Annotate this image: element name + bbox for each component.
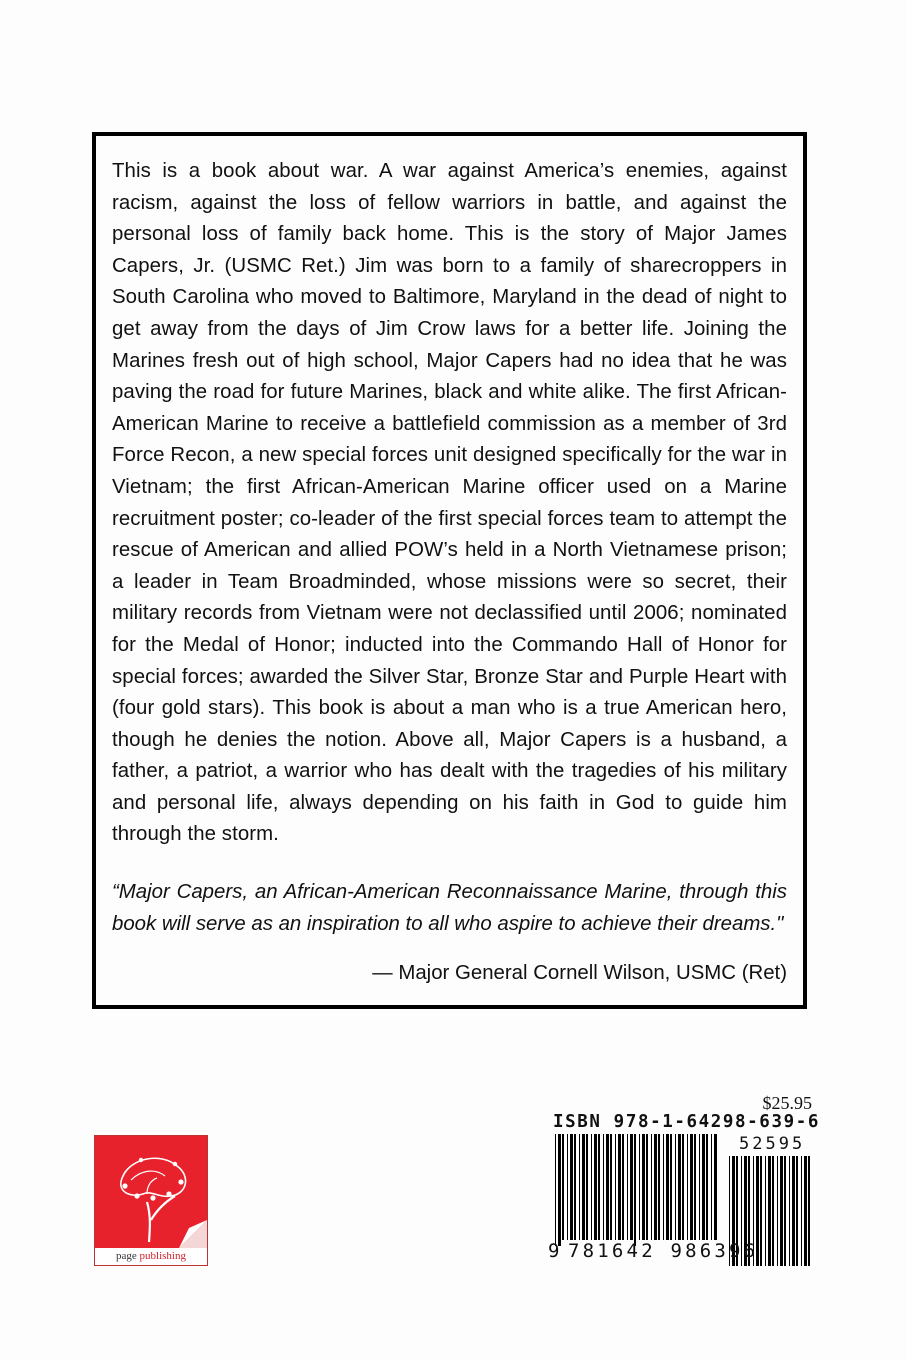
barcode-bar [618, 1134, 621, 1240]
barcode-bar [663, 1134, 664, 1240]
barcode-bar [642, 1134, 645, 1240]
barcode-bar [627, 1134, 628, 1240]
barcode-bar [675, 1134, 676, 1240]
barcode-bar [622, 1134, 624, 1240]
barcode-bar [801, 1156, 802, 1266]
barcode-bar [658, 1134, 660, 1240]
barcode-bar [586, 1134, 588, 1240]
barcode-bar [651, 1134, 652, 1240]
barcode-bar [687, 1134, 688, 1240]
isbn-label: ISBN 978-1-64298-639-6 [553, 1112, 820, 1132]
barcode-bar [768, 1156, 771, 1266]
barcode-bar [634, 1134, 636, 1246]
publisher-name-word1: page [116, 1250, 137, 1262]
publisher-name-word2: publishing [139, 1250, 186, 1262]
barcode-bar [594, 1134, 597, 1240]
barcode-bar [678, 1134, 681, 1240]
barcode-bar [804, 1156, 807, 1266]
ean-remaining-digits: 781642 986396 [568, 1240, 759, 1262]
publisher-logo [94, 1135, 208, 1266]
barcode-bar [711, 1134, 712, 1240]
barcode-bar [702, 1134, 705, 1240]
barcode-bar [606, 1134, 609, 1240]
barcode-bar [706, 1134, 708, 1240]
ean-first-digit: 9 [548, 1240, 560, 1262]
barcode-bar [666, 1134, 669, 1240]
barcode-bar [690, 1134, 693, 1240]
barcode-bar [555, 1134, 556, 1246]
barcode-bar [784, 1156, 786, 1266]
endorsement-quote: “Major Capers, an African-American Reconnaissance Marine, through this book will serve as an inspiration to all who aspire to achieve their dreams." [112, 881, 787, 935]
barcode-bar [760, 1156, 762, 1266]
barcode-bar [610, 1134, 612, 1240]
barcode-bar [682, 1134, 684, 1240]
barcode-bar [792, 1156, 795, 1266]
barcode-bar [582, 1134, 585, 1240]
barcode-bar [646, 1134, 648, 1240]
barcode-bar [699, 1134, 700, 1240]
endorsement-attribution: — Major General Cornell Wilson, USMC (Ret) [372, 962, 787, 985]
barcode-bar [574, 1134, 576, 1240]
barcode-bar [772, 1156, 774, 1266]
barcode-bar [603, 1134, 604, 1240]
tree-logo-icon [95, 1136, 207, 1248]
barcode-bar [639, 1134, 640, 1240]
addon-digits: 52595 [739, 1134, 806, 1154]
publisher-name [95, 1248, 207, 1265]
barcode-bar [570, 1134, 573, 1240]
description-box [92, 132, 807, 1009]
barcode-bar [567, 1134, 568, 1240]
barcode-bar [765, 1156, 766, 1266]
price-label: $25.95 [762, 1093, 812, 1113]
barcode-bar [777, 1156, 778, 1266]
barcode-bar [630, 1134, 633, 1240]
book-description: This is a book about war. A war against America’s enemies, against racism, against the loss of fellow warriors in battle, and against the personal loss of family back home. This is the story of Major James Capers, Jr. (USMC Ret.) Jim was born to a family of sharecroppers in South Carolina who moved to Baltimore, Maryland in the dead of night to get away from the days of Jim Crow laws for a better life. Joining the Marines fresh out of high school, Major Capers had no idea that he was paving the road for future Marines, black and white alike. The first African-American Marine to receive a battlefield commission as a member of 3rd Force Recon, a new special forces unit designed specifically for the war in Vietnam; the first African-American Marine officer used on a Marine recruitment poster; co-leader of the first special forces team to attempt the rescue of American and allied POW’s held in a North Vietnamese prison; a leader in Team Broadminded, whose missions were so secret, their military records from Vietnam were not declassified until 2006; nominated for the Medal of Honor; inducted into the Commando Hall of Honor for special forces; awarded the Silver Star, Bronze Star and Purple Heart with (four gold stars). This book is about a man who is a true American hero, though he denies the notion. Above all, Major Capers is a husband, a father, a patriot, a warrior who has dealt with the tragedies of his military and personal life, always depending on his faith in God to guide him through the storm. [112, 160, 787, 846]
barcode-bar [598, 1134, 600, 1240]
barcode-bar [654, 1134, 657, 1240]
barcode-bar [780, 1156, 783, 1266]
barcode-bar [714, 1134, 717, 1240]
barcode-bar [562, 1134, 564, 1240]
barcode-bar [808, 1156, 810, 1266]
barcode-bar [579, 1134, 580, 1240]
barcode-bar [591, 1134, 592, 1240]
barcode-bar [558, 1134, 561, 1246]
barcode-bar [670, 1134, 672, 1240]
barcode-bar [615, 1134, 616, 1240]
barcode-bar [789, 1156, 790, 1266]
barcode-bar [694, 1134, 696, 1240]
barcode-bar [796, 1156, 798, 1266]
